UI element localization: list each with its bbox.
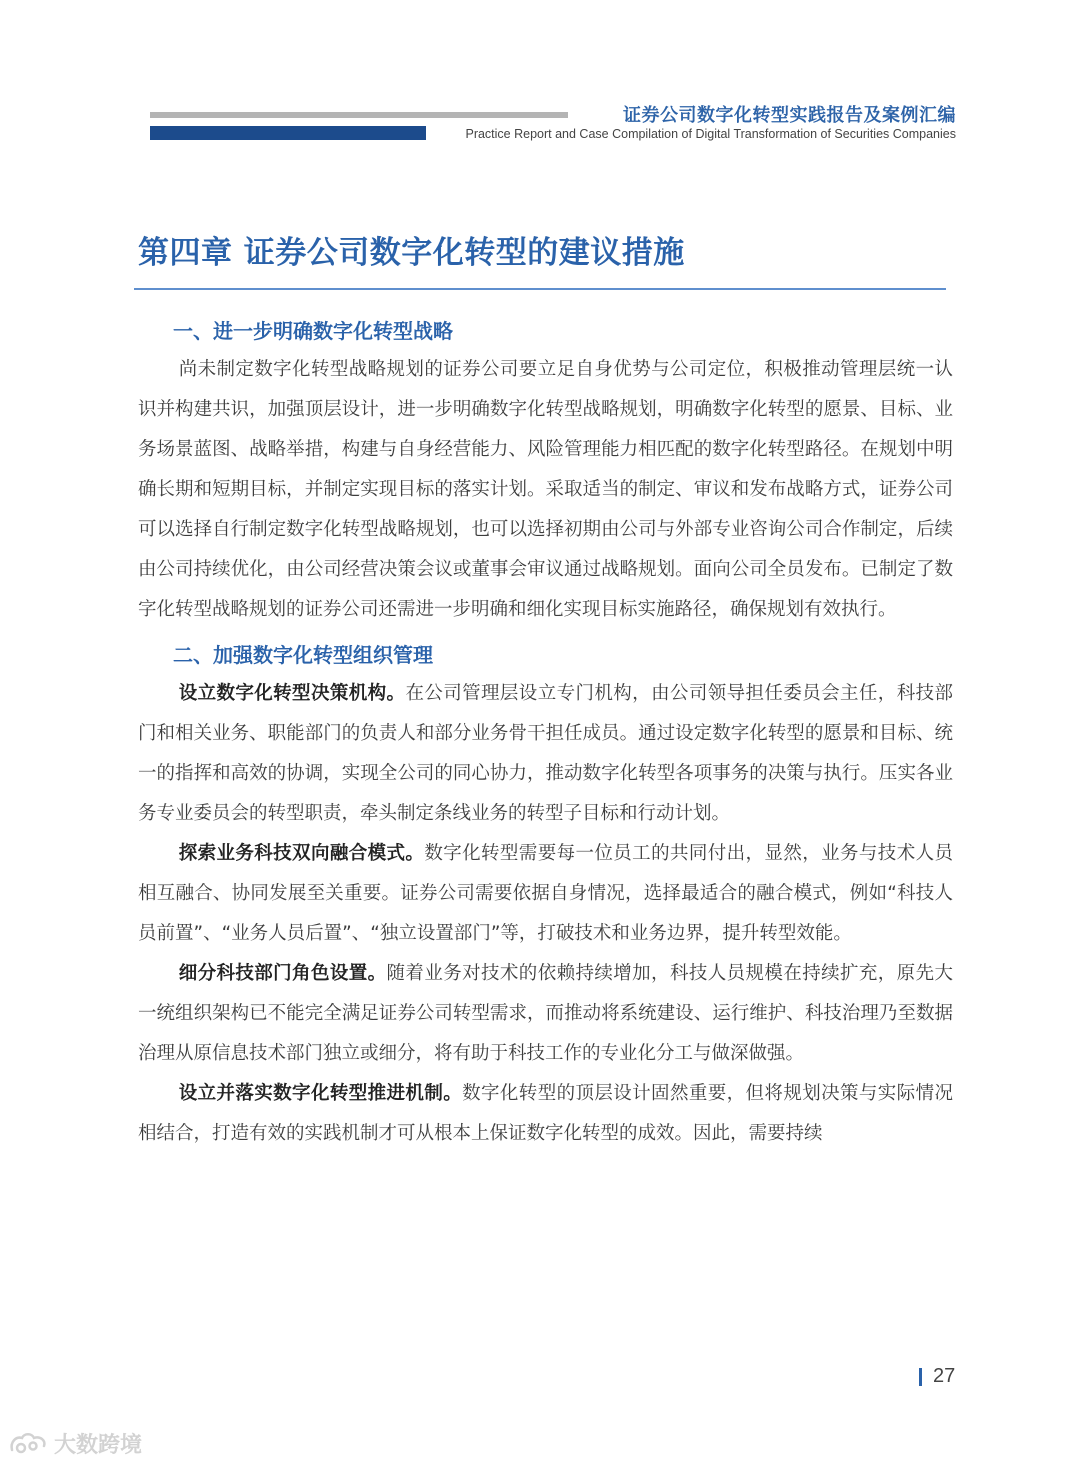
paragraph-text: 尚未制定数字化转型战略规划的证券公司要立足自身优势与公司定位，积极推动管理层统一认识并构建共识，加强顶层设计，进一步明确数字化转型战略规划，明确数字化转型的愿景、目标、业务场景蓝图、战略举措，构建与自身经营能力、风险管理能力相匹配的数字化转型路径。在规划中明确长期和短期目标，并制定实现目标的落实计划。采取适当的制定、审议和发布战略方式，证券公司可以选择自行制定数字化转型战略规划，也可以选择初期由公司与外部专业咨询公司合作制定，后续由公司持续优化，由公司经营决策会议或董事会审议通过战略规划。面向公司全员发布。已制定了数字化转型战略规划的证券公司还需进一步明确和细化实现目标实施路径，确保规划有效执行。 [138,359,953,620]
paragraph-text: 数字化转型的顶层设计固然重要，但将规划决策与实际情况相结合，打造有效的实践机制才可从根本上保证数字化转型的成效。因此，需要持续 [138,1083,953,1144]
section-heading: 二、加强数字化转型组织管理 [173,643,433,667]
header-navy-bar [150,126,426,140]
header-gray-bar [150,112,568,118]
paragraph-text: 在公司管理层设立专门机构，由公司领导担任委员会主任，科技部门和相关业务、职能部门的负责人和部分业务骨干担任成员。通过设定数字化转型的愿景和目标、统一的指挥和高效的协调，实现全公司的同心协力，推动数字化转型各项事务的决策与执行。压实各业务专业委员会的转型职责，牵头制定条线业务的转型子目标和行动计划。 [138,683,953,824]
watermark-logo-icon [8,1430,50,1458]
body-paragraph [138,834,953,954]
page-content [138,312,953,1154]
body-paragraph [138,674,953,834]
page-number-bar [919,1368,922,1386]
paragraph-text: 随着业务对技术的依赖持续增加，科技人员规模在持续扩充，原先大一统组织架构已不能完全满足证券公司转型需求，而推动将系统建设、运行维护、科技治理乃至数据治理从原信息技术部门独立或细分，将有助于科技工作的专业化分工与做深做强。 [138,963,953,1064]
chapter-divider [134,288,946,290]
chapter-title: 第四章 证券公司数字化转型的建议措施 [138,235,685,271]
page-number: 27 [933,1365,956,1387]
body-paragraph [138,1074,953,1154]
paragraph-lead: 探索业务科技双向融合模式。 [178,843,425,864]
section-heading: 一、进一步明确数字化转型战略 [173,319,453,343]
watermark [8,1428,142,1459]
header-title-cn: 证券公司数字化转型实践报告及案例汇编 [623,105,956,126]
body-paragraph [138,350,953,630]
body-paragraph [138,954,953,1074]
paragraph-lead: 细分科技部门角色设置。 [178,963,387,984]
paragraph-lead: 设立并落实数字化转型推进机制。 [178,1083,463,1104]
paragraph-lead: 设立数字化转型决策机构。 [178,683,406,704]
watermark-text: 大数跨境 [54,1433,143,1458]
paragraph-text: 数字化转型需要每一位员工的共同付出，显然，业务与技术人员相互融合、协同发展至关重要。证券公司需要依据自身情况，选择最适合的融合模式，例如“科技人员前置”、“业务人员后置”、“独立设置部门”等，打破技术和业务边界，提升转型效能。 [138,843,953,944]
header-title-en: Practice Report and Case Compilation of Digital Transformation of Securities Companies [465,127,956,141]
